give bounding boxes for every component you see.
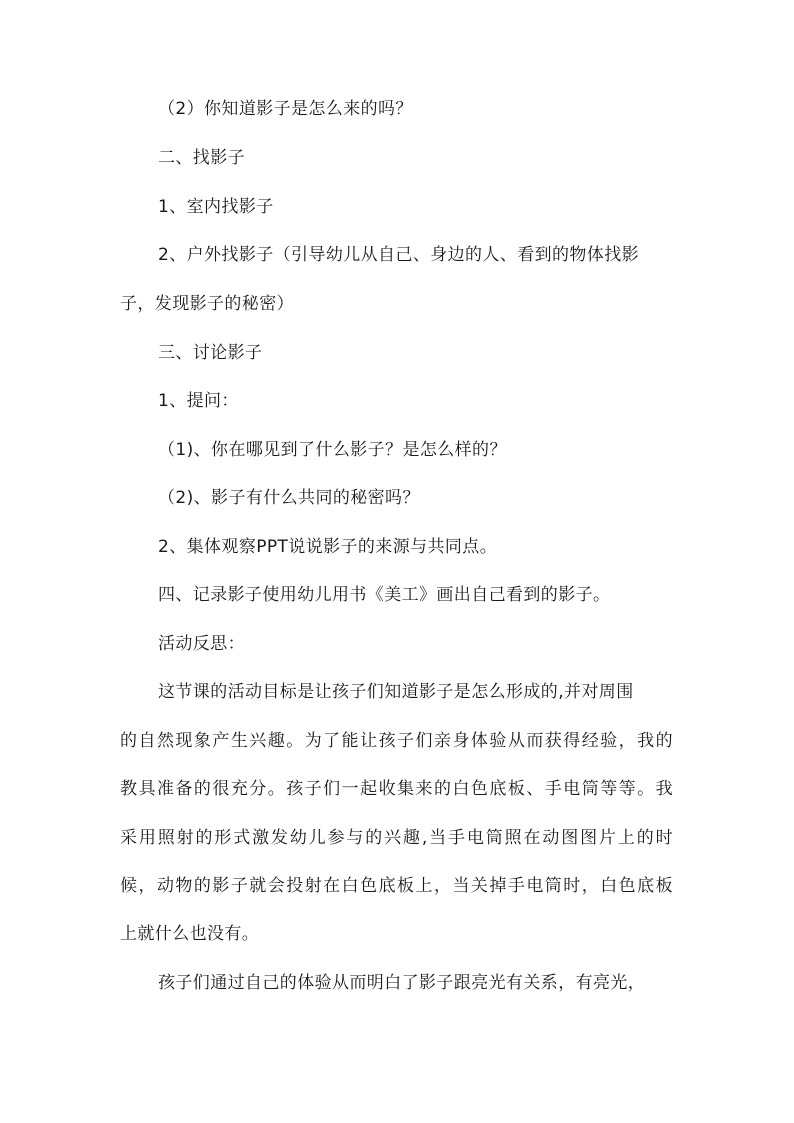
text-line-15: 教具准备的很充分。孩子们一起收集来的白色底板、手电筒等等。我 (120, 779, 673, 799)
text-line-19: 孩子们通过自己的体验从而明白了影子跟亮光有关系，有亮光， (158, 973, 646, 993)
text-line-14: 的自然现象产生兴趣。为了能让孩子们亲身体验从而获得经验，我的 (120, 731, 673, 751)
text-line-17: 候，动物的影子就会投射在白色底板上，当关掉手电筒时，白色底板 (120, 876, 673, 896)
text-line-16: 采用照射的形式激发幼儿参与的兴趣,当手电筒照在动图图片上的时 (120, 828, 673, 848)
text-line-11: 四、记录影子使用幼儿用书《美工》画出自己看到的影子。 (158, 585, 611, 605)
text-line-6: 三、讨论影子 (158, 343, 263, 363)
text-line-4: 2、户外找影子（引导幼儿从自己、身边的人、看到的物体找影 (158, 245, 640, 265)
text-line-5: 子，发现影子的秘密） (120, 294, 294, 314)
text-line-9: （2)、影子有什么共同的秘密吗？ (158, 488, 420, 508)
text-line-1: （2）你知道影子是怎么来的吗？ (158, 99, 413, 119)
text-line-18: 上就什么也没有。 (120, 924, 260, 944)
text-line-13: 这节课的活动目标是让孩子们知道影子是怎么形成的,并对周围 (158, 682, 634, 702)
text-line-8: （1)、你在哪见到了什么影子？是怎么样的？ (158, 440, 507, 460)
text-line-3: 1、室内找影子 (158, 197, 274, 217)
text-line-2: 二、找影子 (158, 148, 245, 168)
text-line-10: 2、集体观察PPT说说影子的来源与共同点。 (158, 537, 498, 557)
text-line-7: 1、提问： (158, 391, 239, 411)
text-line-12: 活动反思： (158, 634, 245, 654)
